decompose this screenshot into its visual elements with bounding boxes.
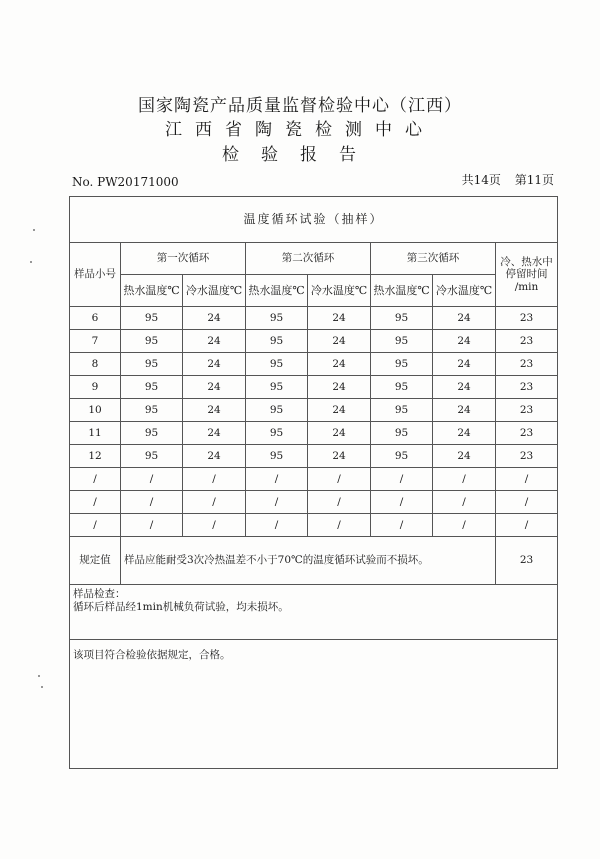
inspection-label: 样品检查：	[73, 588, 126, 600]
table-cell: 24	[183, 330, 246, 353]
table-cell: 23	[496, 330, 558, 353]
current-page: 第11页	[514, 173, 554, 187]
table-cell: 24	[183, 353, 246, 376]
table-cell: 95	[371, 330, 433, 353]
table-cell: 95	[121, 330, 183, 353]
table-cell: 24	[433, 445, 496, 468]
table-cell: 95	[121, 445, 183, 468]
scan-speck	[41, 686, 43, 688]
table-cell: 9	[70, 376, 121, 399]
table-cell: /	[433, 491, 496, 514]
table-cell: 11	[70, 422, 121, 445]
table-cell: 24	[308, 422, 371, 445]
table-cell: 95	[371, 307, 433, 330]
table-cell: 95	[246, 353, 308, 376]
table-cell: 6	[70, 307, 121, 330]
table-cell: /	[121, 468, 183, 491]
cycle-1-header: 第一次循环	[121, 243, 246, 275]
table-cell: /	[371, 514, 433, 537]
table-cell: 24	[308, 307, 371, 330]
table-cell: /	[496, 491, 558, 514]
table-cell: 95	[121, 422, 183, 445]
table-cell: /	[371, 468, 433, 491]
dwell-time-header-line2: 停留时间	[505, 268, 548, 281]
table-cell: 24	[183, 307, 246, 330]
table-cell: 95	[371, 445, 433, 468]
header-line-3: 检验报告	[222, 145, 378, 165]
table-cell: 24	[183, 445, 246, 468]
table-cell: /	[121, 514, 183, 537]
table-cell: 24	[308, 445, 371, 468]
scan-speck	[30, 261, 32, 263]
table-cell: /	[183, 514, 246, 537]
table-cell: 24	[183, 422, 246, 445]
table-cell: 24	[433, 353, 496, 376]
table-cell: 95	[371, 422, 433, 445]
table-cell: 95	[371, 353, 433, 376]
table-cell: 95	[246, 399, 308, 422]
table-cell: 23	[496, 353, 558, 376]
inspection-text: 循环后样品经1min机械负荷试验，均未损坏。	[73, 600, 289, 613]
table-cell: 23	[496, 307, 558, 330]
cycle-2-header: 第二次循环	[246, 243, 371, 275]
table-cell: 95	[121, 307, 183, 330]
table-cell: 23	[496, 376, 558, 399]
table-row	[70, 353, 558, 376]
table-cell: 95	[246, 376, 308, 399]
table-cell: /	[496, 468, 558, 491]
table-row	[70, 445, 558, 468]
table-cell: 24	[433, 399, 496, 422]
table-cell: /	[70, 514, 121, 537]
table-row	[70, 514, 558, 537]
table-cell: 95	[246, 307, 308, 330]
header-line-2: 江西省陶瓷检测中心	[165, 120, 435, 140]
table-cell: /	[496, 514, 558, 537]
table-row	[70, 307, 558, 330]
table-cell: /	[183, 491, 246, 514]
document-number: No. PW20171000	[72, 175, 179, 189]
table-cell: 95	[121, 399, 183, 422]
table-cell: 23	[496, 399, 558, 422]
dwell-time-header	[496, 243, 558, 307]
table-cell: 24	[433, 422, 496, 445]
table-cell: /	[246, 491, 308, 514]
table-row	[70, 376, 558, 399]
table-cell: 24	[433, 307, 496, 330]
table-cell: /	[308, 514, 371, 537]
table-cell: 24	[433, 376, 496, 399]
table-cell: 23	[496, 445, 558, 468]
test-table	[69, 196, 558, 769]
scan-speck	[38, 675, 40, 677]
table-cell: 24	[183, 399, 246, 422]
dwell-time-header-line3: /min	[514, 280, 539, 293]
table-cell: /	[183, 468, 246, 491]
cold-water-temp-header: 冷水温度℃	[433, 275, 496, 307]
table-cell: /	[70, 468, 121, 491]
table-cell: 24	[183, 376, 246, 399]
table-cell: 24	[308, 399, 371, 422]
table-row	[70, 468, 558, 491]
dwell-time-header-line1: 冷、热水中	[500, 255, 553, 268]
table-cell: 95	[121, 376, 183, 399]
table-title: 温度循环试验（抽样）	[70, 197, 558, 243]
total-pages: 共14页	[461, 173, 501, 187]
table-cell: /	[433, 468, 496, 491]
table-cell: 7	[70, 330, 121, 353]
table-row	[70, 330, 558, 353]
table-cell: /	[308, 491, 371, 514]
requirement-label: 规定值	[70, 537, 121, 585]
table-row	[70, 491, 558, 514]
table-cell: /	[433, 514, 496, 537]
inspection-section	[70, 585, 558, 640]
table-cell: 24	[308, 353, 371, 376]
table-cell: /	[246, 514, 308, 537]
table-cell: 24	[308, 376, 371, 399]
conclusion: 该项目符合检验依据规定，合格。	[70, 640, 558, 769]
hot-water-temp-header: 热水温度℃	[121, 275, 183, 307]
table-row	[70, 399, 558, 422]
requirement-text: 样品应能耐受3次冷热温差不小于70℃的温度循环试验而不损坏。	[121, 537, 496, 585]
cold-water-temp-header: 冷水温度℃	[183, 275, 246, 307]
table-cell: 8	[70, 353, 121, 376]
table-cell: /	[70, 491, 121, 514]
cycle-3-header: 第三次循环	[371, 243, 496, 275]
hot-water-temp-header: 热水温度℃	[246, 275, 308, 307]
table-cell: 95	[121, 353, 183, 376]
table-cell: /	[371, 491, 433, 514]
table-cell: 24	[308, 330, 371, 353]
table-cell: 95	[246, 445, 308, 468]
table-cell: /	[246, 468, 308, 491]
table-cell: 95	[246, 422, 308, 445]
table-cell: 12	[70, 445, 121, 468]
table-cell: 23	[496, 422, 558, 445]
hot-water-temp-header: 热水温度℃	[371, 275, 433, 307]
requirement-time: 23	[496, 537, 558, 585]
table-cell: 95	[371, 376, 433, 399]
scan-speck	[33, 229, 35, 231]
table-row	[70, 422, 558, 445]
table-cell: 24	[433, 330, 496, 353]
table-cell: 95	[371, 399, 433, 422]
table-cell: 95	[246, 330, 308, 353]
sample-number-header: 样品小号	[70, 243, 121, 307]
table-cell: 10	[70, 399, 121, 422]
header-line-1: 国家陶瓷产品质量监督检验中心（江西）	[138, 96, 462, 116]
table-cell: /	[308, 468, 371, 491]
table-cell: /	[121, 491, 183, 514]
cold-water-temp-header: 冷水温度℃	[308, 275, 371, 307]
page-info	[452, 171, 554, 188]
